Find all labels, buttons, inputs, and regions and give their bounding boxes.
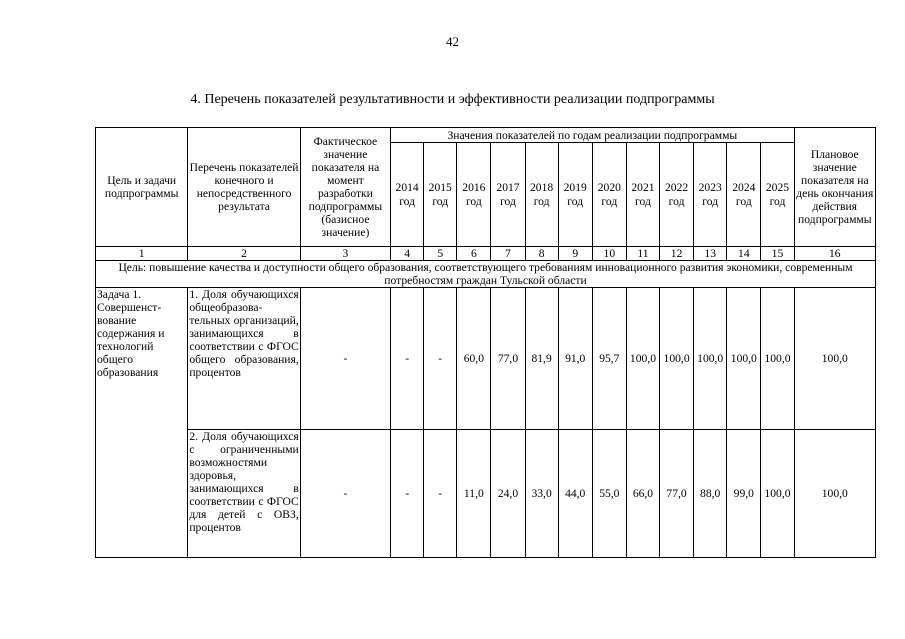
column-number: 7 [491,247,525,261]
actual-value: - [300,288,390,430]
header-planned-value: Плановое значение показателя на день окончания действия подпрограммы [794,128,875,247]
year-value: 95,7 [592,288,626,430]
year-value: 91,0 [558,288,592,430]
column-number: 8 [525,247,558,261]
column-number-row [96,247,876,261]
column-number: 3 [300,247,390,261]
column-number: 13 [694,247,727,261]
table-row [96,288,876,430]
year-value: 100,0 [727,288,761,430]
actual-value: - [300,430,390,558]
column-number: 15 [761,247,794,261]
header-year: 2018 год [525,143,558,247]
goal-text: Цель: повышение качества и доступности общего образования, соответствующего требованиям инновационного развития экономики, современным потребностям граждан Тульской области [96,261,876,288]
column-number: 4 [391,247,424,261]
page-number: 42 [446,34,459,49]
year-value: 55,0 [592,430,626,558]
year-value: - [424,288,457,430]
header-year: 2015 год [424,143,457,247]
column-number: 12 [660,247,694,261]
header-year: 2025 год [761,143,794,247]
header-year: 2021 год [626,143,659,247]
planned-value: 100,0 [794,430,875,558]
header-year: 2016 год [457,143,491,247]
column-number: 1 [96,247,188,261]
year-value: 66,0 [626,430,659,558]
header-year: 2024 год [727,143,761,247]
header-year: 2017 год [491,143,525,247]
goal-row [96,261,876,288]
year-value: 11,0 [457,430,491,558]
column-number: 10 [592,247,626,261]
header-goal-tasks: Цель и задачи подпрограммы [96,128,188,247]
year-value: 77,0 [491,288,525,430]
header-indicators: Перечень показателей конечного и непосредственного результата [188,128,300,247]
column-number: 5 [424,247,457,261]
column-number: 14 [727,247,761,261]
column-number: 11 [626,247,659,261]
year-value: 33,0 [525,430,558,558]
year-value: 100,0 [660,288,694,430]
table-row [96,430,876,558]
indicator-name: 1. Доля обучающихся общеобразова-тельных организаций, занимающихся в соответствии с ФГОС общего образования, процентов [188,288,300,430]
planned-value: 100,0 [794,288,875,430]
year-value: 100,0 [694,288,727,430]
year-value: 81,9 [525,288,558,430]
year-value: 88,0 [694,430,727,558]
header-actual-value: Фактическое значение показателя на момент разработки подпрограммы (базисное значение) [300,128,390,247]
year-value: - [391,288,424,430]
year-value: 100,0 [761,430,794,558]
header-year: 2014 год [391,143,424,247]
column-number: 6 [457,247,491,261]
indicators-table [95,127,876,558]
column-number: 9 [558,247,592,261]
year-value: 100,0 [626,288,659,430]
year-value: - [391,430,424,558]
indicator-name: 2. Доля обучающихся с ограниченными возможностями здоровья, занимающихся в соответствии с ФГОС для детей с ОВЗ, процентов [188,430,300,558]
year-value: 77,0 [660,430,694,558]
column-number: 2 [188,247,300,261]
year-value: 99,0 [727,430,761,558]
header-year: 2022 год [660,143,694,247]
document-title: 4. Перечень показателей результативности и эффективности реализации подпрограммы [190,92,715,107]
year-value: - [424,430,457,558]
column-number: 16 [794,247,875,261]
year-value: 100,0 [761,288,794,430]
year-value: 44,0 [558,430,592,558]
header-years-group: Значения показателей по годам реализации подпрограммы [391,128,795,143]
task-cell: Задача 1. Совершенст-вование содержания и технологий общего образования [96,288,188,558]
header-year: 2023 год [694,143,727,247]
header-year: 2019 год [558,143,592,247]
year-value: 24,0 [491,430,525,558]
header-year: 2020 год [592,143,626,247]
year-value: 60,0 [457,288,491,430]
